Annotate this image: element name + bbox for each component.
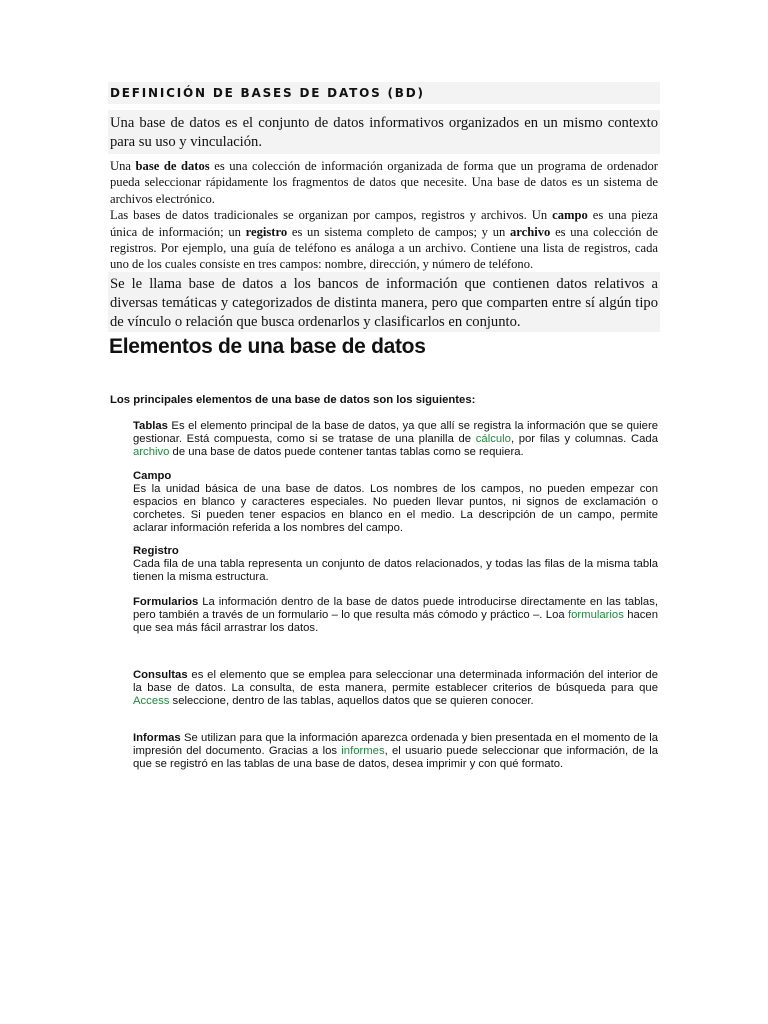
- item-registro: Registro Cada fila de una tabla representa un conjunto de datos relacionados, y todas las filas de la misma tabla tienen la misma estructura.: [133, 545, 658, 583]
- definition-paragraph: Una base de datos es el conjunto de datos informativos organizados en un mismo contexto para su uso y vinculación.: [110, 115, 658, 150]
- link-informes[interactable]: informes: [341, 744, 385, 757]
- description-line-1: Una base de datos es una colección de información organizada de forma que un programa de ordenador pueda seleccionar rápidamente los fragmentos de datos que necesite. Una base de datos es un sistema de archivos electrónico.: [110, 159, 658, 206]
- link-formularios[interactable]: formularios: [567, 608, 624, 621]
- term-campo: campo: [552, 208, 588, 223]
- item-campo: Campo Es la unidad básica de una base de datos. Los nombres de los campos, no pueden empezar con espacios en blanco y caracteres especiales. No pueden llevar puntos, ni signos de exclamación o corchetes. Si pueden tener espacios en blanco en el medio. La descripción de un campo, permite aclarar información referida a los nombres del campo.: [133, 470, 658, 534]
- item-title: Consultas: [133, 669, 188, 681]
- document-heading: DEFINICIÓN DE BASES DE DATOS (BD): [110, 86, 425, 100]
- item-title: Informas: [133, 732, 181, 744]
- item-formularios: Formularios La información dentro de la base de datos puede introducirse directamente en las tablas, pero también a través de un formulario – lo que resulta más cómodo y práctico –. Loa formularios hacen que sea más fácil arrastrar los datos.: [133, 596, 658, 634]
- elements-intro: Los principales elementos de una base de datos son los siguientes:: [110, 394, 476, 406]
- item-informas: Informas Se utilizan para que la información aparezca ordenada y bien presentada en el momento de la impresión del documento. Gracias a los informes, el usuario puede seleccionar que información, de la que se registró en las tablas de una base de datos, desea imprimir y con qué formato.: [133, 732, 658, 770]
- item-title: Tablas: [133, 420, 168, 432]
- link-access[interactable]: Access: [133, 694, 170, 707]
- link-archivo[interactable]: archivo: [133, 445, 170, 458]
- link-calculo[interactable]: cálculo: [475, 432, 511, 445]
- item-title: Registro: [133, 545, 179, 557]
- item-tablas: Tablas Es el elemento principal de la base de datos, ya que allí se registra la información que se quiere gestionar. Está compuesta, como si se tratase de una planilla de cálculo, por filas y columnas. Cada archivo de una base de datos puede contener tantas tablas como se requiera.: [133, 420, 658, 458]
- term-base-de-datos: base de datos: [135, 159, 210, 173]
- term-archivo: archivo: [510, 224, 551, 239]
- database-description-paragraph: [110, 158, 658, 273]
- section-title: Elementos de una base de datos: [109, 335, 426, 358]
- item-title: Campo: [133, 470, 172, 482]
- banks-paragraph: Se le llama base de datos a los bancos de información que contienen datos relativos a diversas temáticas y categorizados de distinta manera, pero que comparten entre sí algún tipo de vínculo o relación que busca ordenarlos y clasificarlos en conjunto.: [110, 276, 658, 330]
- term-registro: registro: [245, 224, 288, 239]
- description-line-2: Las bases de datos tradicionales se organizan por campos, registros y archivos. Un campo es una pieza única de información; un registro es un sistema completo de campos; y un archivo es una colección de registros. Por ejemplo, una guía de teléfono es análoga a un archivo. Contiene una lista de registros, cada uno de los cuales consiste en tres campos: nombre, dirección, y número de teléfono.: [110, 208, 658, 272]
- item-consultas: Consultas es el elemento que se emplea para seleccionar una determinada información del interior de la base de datos. La consulta, de esta manera, permite establecer criterios de búsqueda para que Access seleccione, dentro de las tablas, aquellos datos que se quieren conocer.: [133, 669, 658, 707]
- item-title: Formularios: [133, 596, 199, 608]
